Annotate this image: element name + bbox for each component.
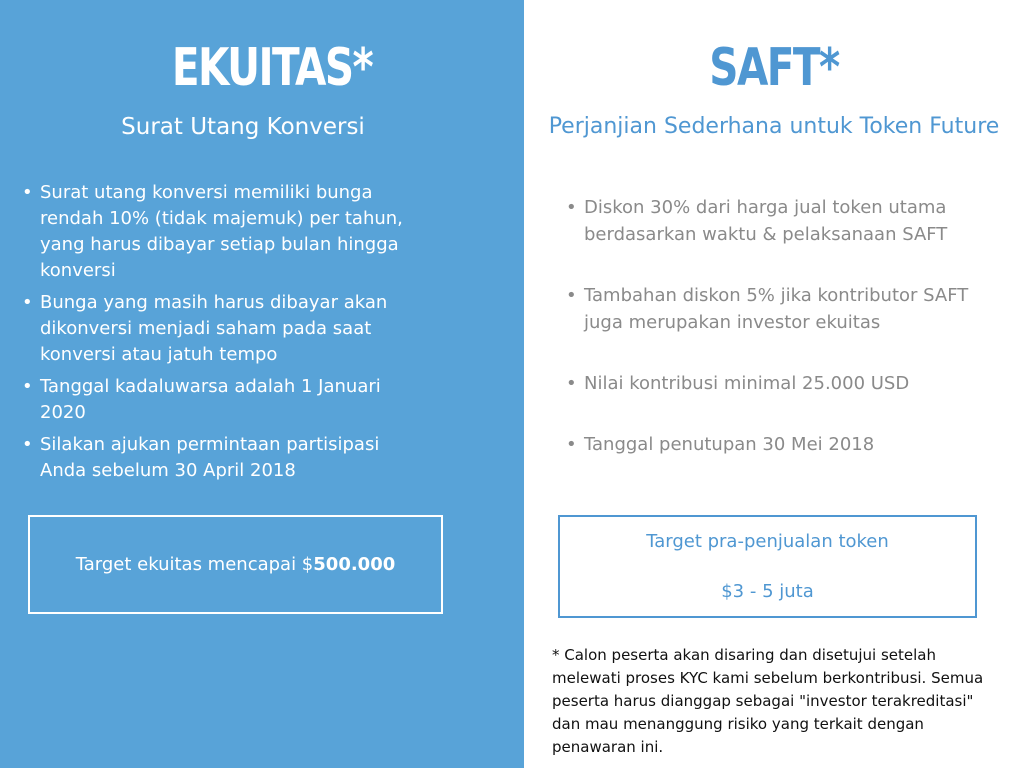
equity-bullet-list — [22, 180, 414, 490]
saft-subtitle: Perjanjian Sederhana untuk Token Future — [548, 114, 1000, 139]
equity-title: EKUITAS* — [171, 38, 373, 98]
saft-target-box — [558, 515, 977, 618]
saft-bullet: • Diskon 30% dari harga jual token utama berdasarkan waktu & pelaksanaan SAFT — [566, 194, 986, 248]
saft-panel — [524, 0, 1024, 768]
equity-target-box — [28, 515, 443, 614]
saft-bullet-list — [566, 194, 986, 458]
equity-target-amount: 500.000 — [313, 554, 396, 575]
equity-target-text — [76, 554, 396, 575]
equity-bullet: • Silakan ajukan permintaan partisipasi Anda sebelum 30 April 2018 — [22, 432, 414, 484]
equity-subtitle: Surat Utang Konversi — [121, 114, 365, 140]
saft-bullet: • Tanggal penutupan 30 Mei 2018 — [566, 431, 986, 458]
saft-target-label: Target pra-penjualan token — [646, 531, 889, 552]
equity-bullet: • Surat utang konversi memiliki bunga rendah 10% (tidak majemuk) per tahun, yang harus dibayar setiap bulan hingga konversi — [22, 180, 414, 284]
equity-target-prefix: Target ekuitas mencapai $ — [75, 554, 314, 575]
saft-title: SAFT* — [709, 38, 839, 98]
disclaimer-footnote: * Calon peserta akan disaring dan disetujui setelah melewati proses KYC kami sebelum berkontribusi. Semua peserta harus dianggap sebagai "investor terakreditasi" dan mau menanggung risiko yang terkait dengan penawaran ini. — [552, 646, 984, 756]
equity-bullet: • Bunga yang masih harus dibayar akan dikonversi menjadi saham pada saat konversi atau jatuh tempo — [22, 290, 414, 368]
equity-bullet: • Tanggal kadaluwarsa adalah 1 Januari 2020 — [22, 374, 414, 426]
saft-bullet: • Tambahan diskon 5% jika kontributor SAFT juga merupakan investor ekuitas — [566, 282, 986, 336]
saft-target-value: $3 - 5 juta — [721, 581, 814, 602]
saft-bullet: • Nilai kontribusi minimal 25.000 USD — [566, 370, 986, 397]
